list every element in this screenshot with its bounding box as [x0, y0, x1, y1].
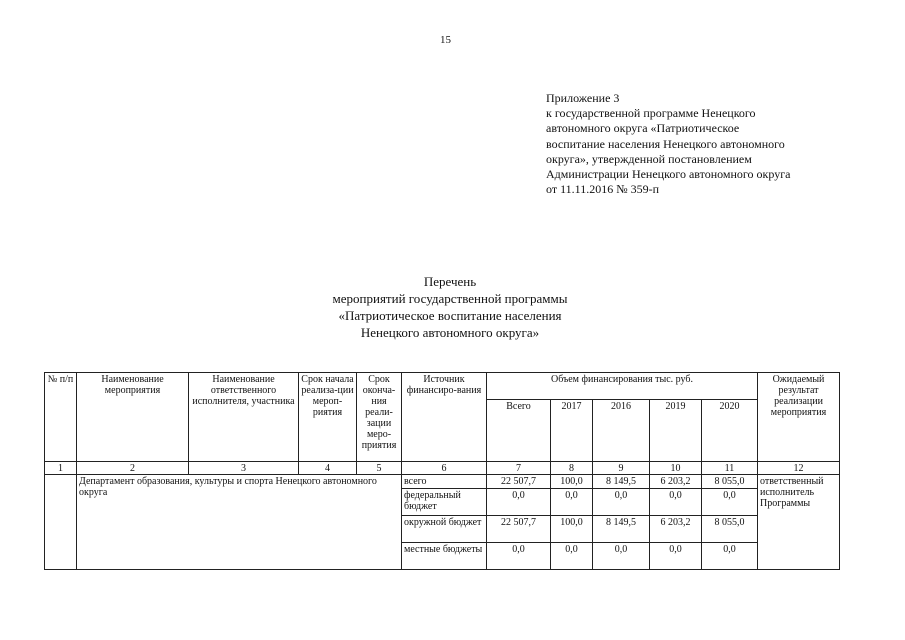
appendix-line: округа», утвержденной постановлением [546, 151, 752, 166]
column-number: 2 [77, 462, 189, 475]
document-title [250, 273, 650, 341]
appendix-note [546, 91, 790, 197]
column-number: 11 [702, 462, 758, 475]
column-number: 4 [299, 462, 357, 475]
value-cell: 8 055,0 [702, 516, 758, 543]
column-number-row [45, 462, 840, 475]
table-row [45, 475, 840, 489]
header-total: Всего [487, 400, 551, 462]
header-result: Ожидаемый результат реализации мероприятия [758, 373, 840, 462]
value-cell: 100,0 [551, 475, 593, 489]
column-number: 6 [402, 462, 487, 475]
value-cell: 8 055,0 [702, 475, 758, 489]
title-line: Перечень [423, 274, 477, 289]
value-cell: 22 507,7 [487, 516, 551, 543]
measures-table [44, 372, 840, 570]
header-funding: Объем финансирования тыс. руб. [487, 373, 758, 400]
header-name: Наименование мероприятия [77, 373, 189, 462]
appendix-line: Администрации Ненецкого автономного округа [546, 167, 791, 182]
source-cell: окружной бюджет [402, 516, 487, 543]
value-cell: 0,0 [551, 543, 593, 570]
column-number: 8 [551, 462, 593, 475]
column-number: 12 [758, 462, 840, 475]
header-year: 2019 [650, 400, 702, 462]
column-number: 5 [357, 462, 402, 475]
value-cell: 8 149,5 [593, 475, 650, 489]
value-cell: 100,0 [551, 516, 593, 543]
column-number: 9 [593, 462, 650, 475]
source-cell: всего [402, 475, 487, 489]
title-line: мероприятий государственной программы [332, 291, 568, 306]
value-cell: 0,0 [487, 489, 551, 516]
result-cell: ответственный исполнитель Программы [758, 475, 840, 570]
value-cell: 0,0 [487, 543, 551, 570]
department-cell: Департамент образования, культуры и спорта Ненецкого автономного округа [77, 475, 402, 570]
appendix-line: к государственной программе Ненецкого [546, 106, 756, 121]
title-line: «Патриотическое воспитание населения [338, 308, 562, 323]
value-cell: 8 149,5 [593, 516, 650, 543]
value-cell: 6 203,2 [650, 475, 702, 489]
appendix-line: воспитание населения Ненецкого автономного [546, 136, 785, 151]
title-line: Ненецкого автономного округа» [360, 325, 540, 340]
header-start: Срок начала реализа-ции мероп-риятия [299, 373, 357, 462]
header-year: 2017 [551, 400, 593, 462]
column-number: 3 [189, 462, 299, 475]
appendix-line: Приложение 3 [546, 91, 620, 105]
column-number: 7 [487, 462, 551, 475]
header-source: Источник финансиро-вания [402, 373, 487, 462]
row-number-cell [45, 475, 77, 570]
column-number: 10 [650, 462, 702, 475]
header-no: № п/п [45, 373, 77, 462]
header-executor: Наименование ответственного исполнителя, участника [189, 373, 299, 462]
column-number: 1 [45, 462, 77, 475]
appendix-line: автономного округа «Патриотическое [546, 121, 740, 136]
header-year: 2016 [593, 400, 650, 462]
source-cell: местные бюджеты [402, 543, 487, 570]
appendix-line: от 11.11.2016 № 359-п [546, 182, 660, 197]
page-number: 15 [440, 34, 451, 46]
value-cell: 0,0 [593, 543, 650, 570]
source-cell: федеральный бюджет [402, 489, 487, 516]
value-cell: 0,0 [702, 543, 758, 570]
header-row [45, 373, 840, 400]
value-cell: 0,0 [551, 489, 593, 516]
value-cell: 0,0 [593, 489, 650, 516]
value-cell: 0,0 [702, 489, 758, 516]
value-cell: 0,0 [650, 489, 702, 516]
header-year: 2020 [702, 400, 758, 462]
value-cell: 22 507,7 [487, 475, 551, 489]
value-cell: 6 203,2 [650, 516, 702, 543]
header-end: Срок оконча-ния реали-зации меро-приятия [357, 373, 402, 462]
value-cell: 0,0 [650, 543, 702, 570]
